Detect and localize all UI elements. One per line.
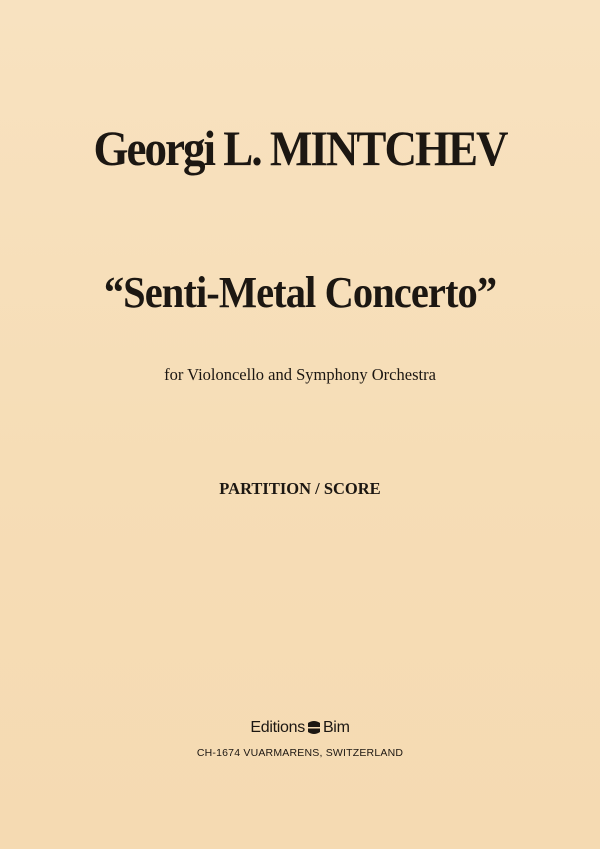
publisher-address: CH-1674 VUARMARENS, SWITZERLAND bbox=[196, 747, 404, 759]
publisher-name-part2: Bim bbox=[322, 719, 350, 736]
edition-type-label: PARTITION / SCORE bbox=[219, 479, 381, 498]
composer-name: Georgi L. MINTCHEV bbox=[93, 120, 507, 176]
work-title: “Senti-Metal Concerto” bbox=[103, 268, 497, 317]
instrumentation-subtitle: for Violoncello and Symphony Orchestra bbox=[164, 365, 436, 384]
publisher-name-part1: Editions bbox=[250, 719, 305, 736]
bell-logo-icon bbox=[307, 720, 321, 736]
publisher-logo bbox=[0, 718, 600, 738]
